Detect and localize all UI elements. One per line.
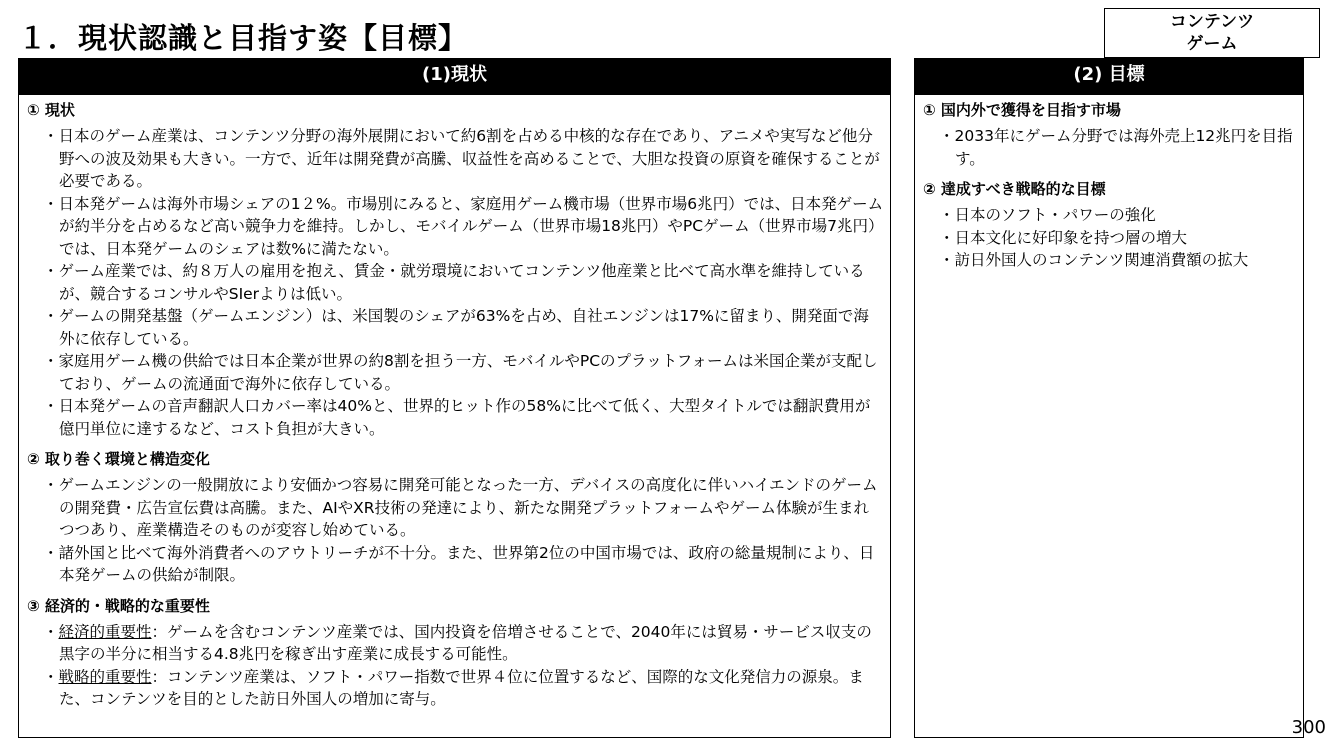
list-item: ・2033年にゲーム分野では海外売上12兆円を目指す。 — [939, 127, 1293, 168]
current-status-header: (1)現状 — [19, 59, 890, 95]
list-item: ・家庭用ゲーム機の供給では日本企業が世界の約8割を担う一方、モバイルやPCのプラットフォームは米国企業が支配しており、ゲームの流通面で海外に依存している。 — [43, 352, 878, 393]
keyword-economic: 経済的重要性 — [58, 622, 152, 641]
list-item — [43, 666, 884, 711]
goals-header: (2) 目標 — [915, 59, 1303, 95]
bullet: ・ — [43, 667, 59, 686]
item-text: ：ゲームを含むコンテンツ産業では、国内投資を倍増させることで、2040年には貿易・サービス収支の黒字の半分に相当する4.8兆円を稼ぎ出す産業に成長する可能性。 — [59, 622, 872, 663]
list-item: ・日本発ゲームの音声翻訳人口カバー率は40%と、世界的ヒット作の58%に比べて低く、大型タイトルでは翻訳費用が億円単位に達するなど、コスト負担が大きい。 — [43, 397, 871, 438]
category-tag-line1: コンテンツ — [1169, 12, 1255, 32]
list-item: ・訪日外国人のコンテンツ関連消費額の拡大 — [939, 251, 1249, 269]
list-item: ・日本のソフト・パワーの強化 — [939, 206, 1156, 224]
market-section — [923, 99, 1303, 170]
keyword-strategic: 戦略的重要性 — [58, 667, 152, 686]
section-title: ① 現状 — [27, 101, 75, 119]
section-title: ② 取り巻く環境と構造変化 — [27, 450, 210, 468]
list-item: ・ゲームエンジンの一般開放により安価かつ容易に開発可能となった一方、デバイスの高度化に伴いハイエンドのゲームの開発費・広告宣伝費は高騰。また、AIやXR技術の発達により、新たな開発プラットフォームやゲーム体験が生まれつつあり、産業構造そのものが変容し始めている。 — [43, 476, 878, 539]
list-item: ・ゲーム産業では、約８万人の雇用を抱え、賃金・就労環境においてコンテンツ他産業と比べて高水準を維持しているが、競合するコンサルやSIerよりは低い。 — [43, 262, 865, 303]
bullet: ・ — [43, 622, 59, 641]
section-title: ① 国内外で獲得を目指す市場 — [923, 101, 1121, 119]
section-title: ③ 経済的・戦略的な重要性 — [27, 596, 210, 615]
status-section — [27, 99, 890, 440]
section-title: ② 達成すべき戦略的な目標 — [923, 180, 1106, 198]
list-item: ・日本のゲーム産業は、コンテンツ分野の海外展開において約6割を占める中核的な存在であり、アニメや実写など他分野への波及効果も大きい。一方で、近年は開発費が高騰、収益性を高めることで、大胆な投資の原資を確保することが必要である。 — [43, 127, 880, 190]
list-item: ・諸外国と比べて海外消費者へのアウトリーチが不十分。また、世界第2位の中国市場では、政府の総量規制により、日本発ゲームの供給が制限。 — [43, 543, 875, 584]
page-title: １．現状認識と目指す姿【目標】 — [18, 21, 469, 55]
current-status-panel — [18, 58, 891, 738]
goals-panel — [914, 58, 1304, 738]
list-item: ・日本文化に好印象を持つ層の増大 — [939, 228, 1188, 247]
category-tag-line2: ゲーム — [1186, 34, 1238, 54]
importance-section — [27, 595, 890, 711]
list-item: ・日本発ゲームは海外市場シェアの1２%。市場別にみると、家庭用ゲーム機市場（世界市場6兆円）では、日本発ゲームが約半分を占めるなど高い競争力を維持。しかし、モバイルゲーム（世界市場18兆円）やPCゲーム（世界市場7兆円）では、日本発ゲームのシェアは数%に満たない。 — [43, 194, 884, 258]
environment-section — [27, 448, 890, 587]
list-item: ・ゲームの開発基盤（ゲームエンジン）は、米国製のシェアが63%を占め、自社エンジンは17%に留まり、開発面で海外に依存している。 — [43, 307, 869, 348]
page-number: 300 — [1291, 717, 1326, 738]
strategic-goals-section — [923, 178, 1303, 272]
list-item — [43, 621, 884, 666]
item-text: ：コンテンツ産業は、ソフト・パワー指数で世界４位に位置するなど、国際的な文化発信力の源泉。また、コンテンツを目的とした訪日外国人の増加に寄与。 — [59, 667, 864, 708]
category-tag — [1104, 8, 1320, 58]
